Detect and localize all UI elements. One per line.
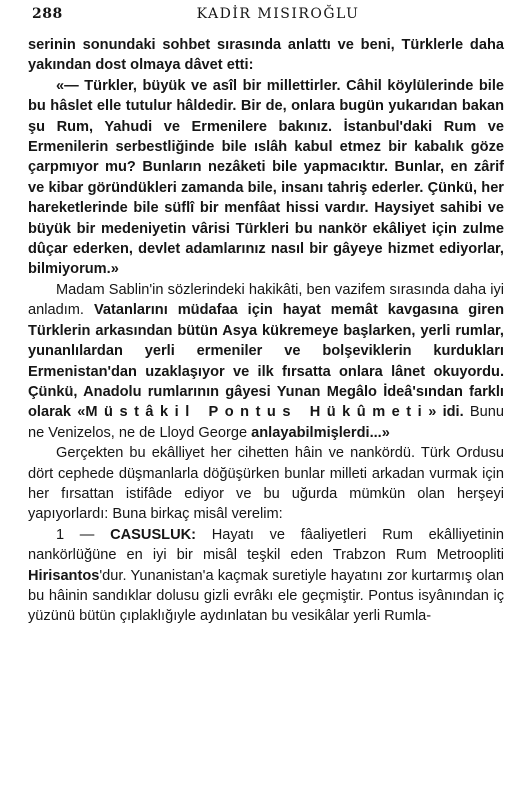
espionage-text-2: 'dur. Yunanistan'a kaçmak suretiyle hayatını zor kurtarmış olan bu hâinin sandıklar dolusu gizli evrâkı ele geçmiştir. Pontus isyânından iç yüzünü bütün çıplaklığıyle aydınlatan bu vesikâlar yerli Rumla- bbox=[28, 567, 504, 625]
section-heading-casusluk: CASUSLUK: bbox=[110, 526, 197, 543]
paragraph-minority bbox=[28, 443, 504, 525]
commentary-tail: Bunu ne Venizelos, ne de Lloyd George bbox=[28, 404, 505, 441]
paragraph-espionage bbox=[28, 525, 504, 627]
quote-text: «— Türkler, büyük ve asîl bir millettirler. Câhil köylülerinde bile bu hâslet elle tutulur hâldedir. Bir de, onlara bugün yukarıdan bakan şu Rum, Yahudi ve Ermenilere bakınız. İstanbul'daki Rum ve Ermenilerin serbestliğinde bile ıslâh kabul etmez bir kabalık göze çarpmıyor mu? Bunların nezâketi bile yapmacıktır. Bunlar, en zârif ve kibar göründükleri zamanda bile, insanı tahriş ederler. Çünkü, her hareketlerinde bile süflî bir menfâat hissi vardır. Haysiyet sahibi ve büyük bir medeniyetin vârisi Türkleri bu nankör ekâliyet için zulme dûçar ederken, devlet adamlarınız nasıl bir gâyeye hizmet ediyorlar, bilmiyorum.» bbox=[28, 77, 504, 278]
espionage-text-1: Hayatı ve fâaliyetleri Rum ekâlliyetinin nankörlüğüne en iyi bir misâl teşkil eden Trabzon Rum Metroopliti bbox=[28, 526, 505, 564]
paragraph-sablin-quote bbox=[28, 35, 504, 280]
commentary-text: Madam Sablin'in sözlerindeki hakikâti, ben vazifem sırasında daha iyi anladım. bbox=[28, 281, 504, 319]
page-number: 288 bbox=[32, 6, 63, 22]
commentary-bold-text: Vatanlarını müdafaa için hayat memât kavgasına giren Türklerin arkasından bütün Asya kükremeye başlarken, yerli rumlar, yunanlılardan yerli ermeniler ve bolşeviklerin kurdukları Ermenistan'dan uzaklaşıyor ve ilk fırsatta onlara lânet okuyordu. Çünkü, Anadolu rumlarının gâyesi Yunan Megâlo İdeâ'sından farklı olarak « bbox=[28, 302, 504, 421]
pontus-phrase: Müstâkil Pontus Hükûmeti bbox=[85, 404, 429, 421]
paragraph-commentary bbox=[28, 280, 504, 443]
page-body bbox=[28, 35, 504, 627]
quote-intro: serinin sonundaki sohbet sırasında anlattı ve beni, Türklerle daha yakından dost olmaya dâvet etti: bbox=[28, 37, 504, 74]
name-hirisantos: Hirisantos bbox=[28, 567, 100, 584]
commentary-closing: anlayabilmişlerdi...» bbox=[251, 424, 390, 441]
page-header bbox=[24, 6, 502, 28]
item-number: 1 — bbox=[56, 526, 95, 543]
running-title: KADİR MISIROĞLU bbox=[196, 6, 360, 22]
commentary-bold-end: » idi. bbox=[428, 404, 464, 421]
minority-text: Gerçekten bu ekâlliyet her cihetten hâin ve nankördü. Türk Ordusu dört cephede düşmanlarla döğüşürken bunlar milleti arkadan vurmak için her fırsattan istifâde ediyor ve bu uğurda mümkün olan herşeyi yapıyorlardı: Buna birkaç misâl verelim: bbox=[28, 445, 504, 523]
